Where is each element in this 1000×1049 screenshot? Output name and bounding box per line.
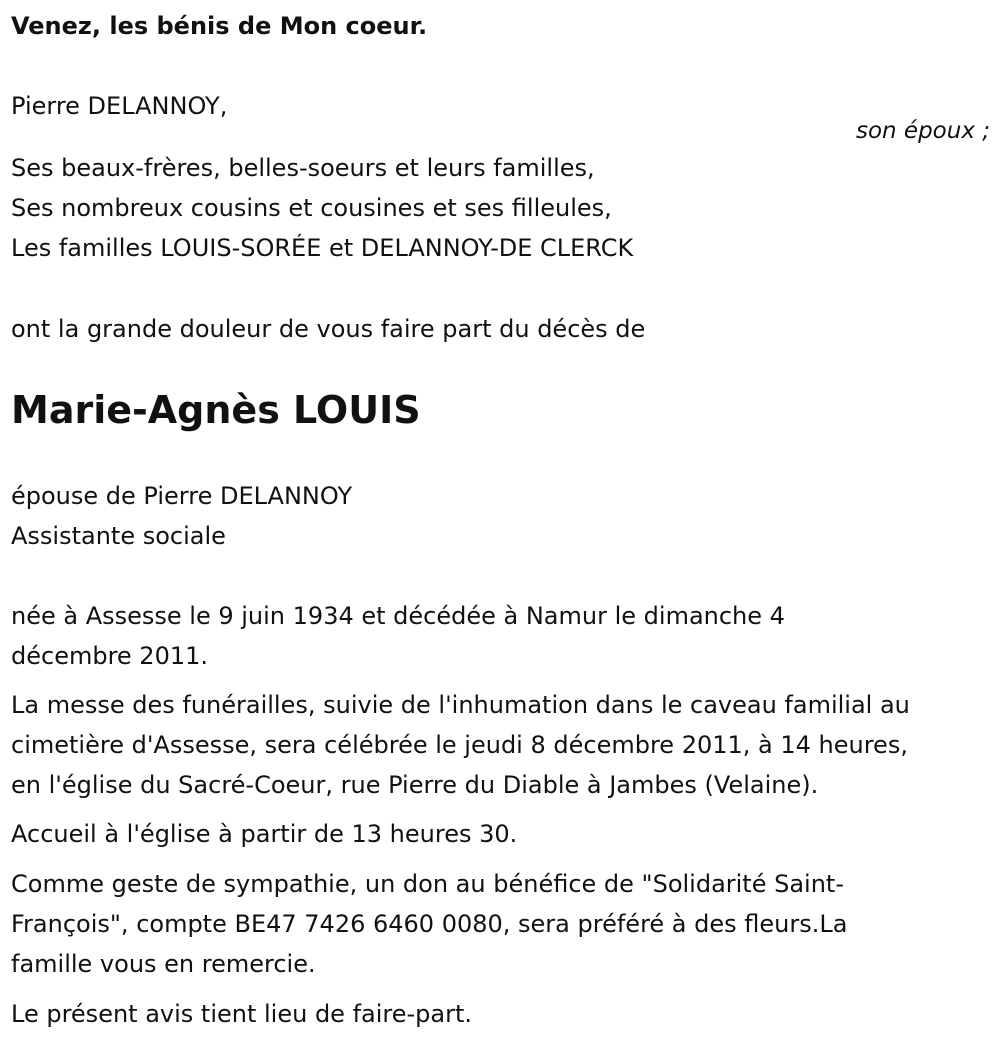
donation-text: Comme geste de sympathie, un don au bénéfice de "Solidarité Saint- [11, 870, 845, 898]
announcement-text: ont la grande douleur de vous faire part du décès de [11, 315, 646, 343]
donation-text: François", compte BE47 7426 6460 0080, sera préféré à des fleurs.La [11, 910, 848, 938]
funeral-text: La messe des funérailles, suivie de l'inhumation dans le caveau familial au [11, 691, 910, 719]
deceased-name: Marie-Agnès LOUIS [11, 388, 421, 432]
spouse-line: Pierre DELANNOY, [11, 92, 228, 120]
funeral-text: en l'église du Sacré-Coeur, rue Pierre du Diable à Jambes (Velaine). [11, 771, 819, 799]
birth-death-text: née à Assesse le 9 juin 1934 et décédée à Namur le dimanche 4 [11, 602, 785, 630]
closing-text: Le présent avis tient lieu de faire-part. [11, 1000, 473, 1028]
family-line: Ses nombreux cousins et cousines et ses filleules, [11, 194, 612, 222]
deceased-detail: épouse de Pierre DELANNOY [11, 482, 353, 510]
family-line: Les familles LOUIS-SORÉE et DELANNOY-DE CLERCK [11, 234, 634, 262]
spouse-role: son époux ; [855, 118, 990, 144]
birth-death-text: décembre 2011. [11, 642, 209, 670]
funeral-text: cimetière d'Assesse, sera célébrée le jeudi 8 décembre 2011, à 14 heures, [11, 731, 908, 759]
page-heading: Venez, les bénis de Mon coeur. [11, 12, 428, 40]
donation-text: famille vous en remercie. [11, 950, 316, 978]
welcome-text: Accueil à l'église à partir de 13 heures 30. [11, 820, 518, 848]
family-line: Ses beaux-frères, belles-soeurs et leurs familles, [11, 154, 595, 182]
deceased-detail: Assistante sociale [11, 522, 226, 550]
